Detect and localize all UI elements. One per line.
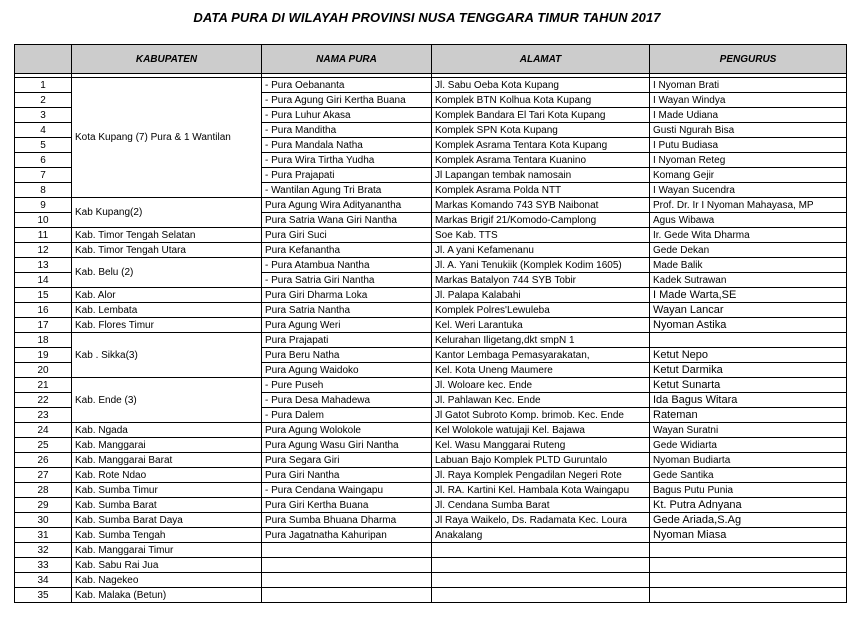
nama-pura-cell: - Wantilan Agung Tri Brata <box>262 183 432 198</box>
row-number: 26 <box>15 453 72 468</box>
nama-pura-cell: Pura Kefanantha <box>262 243 432 258</box>
row-number: 21 <box>15 378 72 393</box>
row-number: 34 <box>15 573 72 588</box>
row-number: 9 <box>15 198 72 213</box>
row-number: 33 <box>15 558 72 573</box>
nama-pura-cell <box>262 573 432 588</box>
nama-pura-cell: - Pura Satria Giri Nantha <box>262 273 432 288</box>
pengurus-cell: Gede Dekan <box>650 243 847 258</box>
alamat-cell: Anakalang <box>432 528 650 543</box>
pengurus-cell: Kt. Putra Adnyana <box>650 498 847 513</box>
pengurus-cell: Gede Widiarta <box>650 438 847 453</box>
pura-table <box>14 44 847 603</box>
pengurus-cell: I Wayan Sucendra <box>650 183 847 198</box>
table-row <box>15 573 847 588</box>
alamat-cell: Komplek Asrama Tentara Kota Kupang <box>432 138 650 153</box>
pengurus-cell: Nyoman Budiarta <box>650 453 847 468</box>
row-number: 31 <box>15 528 72 543</box>
alamat-cell: Komplek Polres'Lewuleba <box>432 303 650 318</box>
row-number: 13 <box>15 258 72 273</box>
kabupaten-cell: Kab. Sumba Tengah <box>72 528 262 543</box>
nama-pura-cell: - Pura Wira Tirtha Yudha <box>262 153 432 168</box>
alamat-cell <box>432 588 650 603</box>
alamat-cell <box>432 558 650 573</box>
nama-pura-cell: - Pura Prajapati <box>262 168 432 183</box>
pengurus-cell: I Putu Budiasa <box>650 138 847 153</box>
nama-pura-cell: - Pura Atambua Nantha <box>262 258 432 273</box>
row-number: 6 <box>15 153 72 168</box>
table-row <box>15 333 847 348</box>
nama-pura-cell <box>262 543 432 558</box>
pengurus-cell <box>650 333 847 348</box>
row-number: 32 <box>15 543 72 558</box>
nama-pura-cell: - Pura Oebananta <box>262 78 432 93</box>
nama-pura-cell: Pura Satria Wana Giri Nantha <box>262 213 432 228</box>
kabupaten-cell: Kab. Manggarai Barat <box>72 453 262 468</box>
alamat-cell: Markas Komando 743 SYB Naibonat <box>432 198 650 213</box>
nama-pura-cell: Pura Agung Waidoko <box>262 363 432 378</box>
pengurus-cell: Wayan Lancar <box>650 303 847 318</box>
alamat-cell: Jl. Palapa Kalabahi <box>432 288 650 303</box>
row-number: 1 <box>15 78 72 93</box>
table-body <box>15 74 847 603</box>
table-row <box>15 483 847 498</box>
pengurus-cell: Ida Bagus Witara <box>650 393 847 408</box>
table-row <box>15 468 847 483</box>
table-row <box>15 528 847 543</box>
nama-pura-cell: Pura Sumba Bhuana Dharma <box>262 513 432 528</box>
pengurus-cell <box>650 588 847 603</box>
row-number: 17 <box>15 318 72 333</box>
alamat-cell: Labuan Bajo Komplek PLTD Guruntalo <box>432 453 650 468</box>
kabupaten-cell: Kab. Sumba Barat Daya <box>72 513 262 528</box>
table-row <box>15 558 847 573</box>
nama-pura-cell: - Pura Agung Giri Kertha Buana <box>262 93 432 108</box>
row-number: 3 <box>15 108 72 123</box>
header-no <box>15 45 72 74</box>
header-alamat: ALAMAT <box>432 45 650 74</box>
nama-pura-cell: Pura Prajapati <box>262 333 432 348</box>
kabupaten-cell: Kab. Manggarai <box>72 438 262 453</box>
nama-pura-cell: Pura Agung Wasu Giri Nantha <box>262 438 432 453</box>
pengurus-cell <box>650 558 847 573</box>
alamat-cell: Markas Brigif 21/Komodo-Camplong <box>432 213 650 228</box>
pengurus-cell: Ketut Darmika <box>650 363 847 378</box>
alamat-cell: Kel Wolokole watujaji Kel. Bajawa <box>432 423 650 438</box>
row-number: 11 <box>15 228 72 243</box>
kabupaten-cell: Kab. Malaka (Betun) <box>72 588 262 603</box>
header-pengurus: PENGURUS <box>650 45 847 74</box>
row-number: 18 <box>15 333 72 348</box>
pengurus-cell: Agus Wibawa <box>650 213 847 228</box>
nama-pura-cell: Pura Giri Kertha Buana <box>262 498 432 513</box>
table-row <box>15 78 847 93</box>
row-number: 24 <box>15 423 72 438</box>
kabupaten-cell: Kab. Ngada <box>72 423 262 438</box>
pengurus-cell: Gede Ariada,S.Ag <box>650 513 847 528</box>
table-row <box>15 258 847 273</box>
row-number: 5 <box>15 138 72 153</box>
nama-pura-cell: Pura Agung Wolokole <box>262 423 432 438</box>
alamat-cell: Komplek Asrama Polda NTT <box>432 183 650 198</box>
row-number: 15 <box>15 288 72 303</box>
row-number: 20 <box>15 363 72 378</box>
table-row <box>15 378 847 393</box>
pengurus-cell: Ketut Nepo <box>650 348 847 363</box>
pengurus-cell: Bagus Putu Punia <box>650 483 847 498</box>
kabupaten-cell: Kab. Sumba Timur <box>72 483 262 498</box>
pengurus-cell: I Made Warta,SE <box>650 288 847 303</box>
nama-pura-cell: Pura Giri Nantha <box>262 468 432 483</box>
row-number: 2 <box>15 93 72 108</box>
kabupaten-cell: Kab. Ende (3) <box>72 378 262 423</box>
alamat-cell: Kel. Kota Uneng Maumere <box>432 363 650 378</box>
kabupaten-cell: Kab. Manggarai Timur <box>72 543 262 558</box>
row-number: 4 <box>15 123 72 138</box>
row-number: 30 <box>15 513 72 528</box>
row-number: 29 <box>15 498 72 513</box>
nama-pura-cell <box>262 588 432 603</box>
kabupaten-cell: Kab. Timor Tengah Selatan <box>72 228 262 243</box>
table-header-row <box>15 45 847 74</box>
kabupaten-cell: Kab. Rote Ndao <box>72 468 262 483</box>
header-kabupaten: KABUPATEN <box>72 45 262 74</box>
table-row <box>15 588 847 603</box>
kabupaten-cell: Kab. Flores Timur <box>72 318 262 333</box>
table-row <box>15 243 847 258</box>
nama-pura-cell: - Pura Cendana Waingapu <box>262 483 432 498</box>
row-number: 23 <box>15 408 72 423</box>
alamat-cell <box>432 573 650 588</box>
pengurus-cell: Komang Gejir <box>650 168 847 183</box>
pengurus-cell: I Made Udiana <box>650 108 847 123</box>
alamat-cell: Jl. Pahlawan Kec. Ende <box>432 393 650 408</box>
pengurus-cell: I Nyoman Reteg <box>650 153 847 168</box>
nama-pura-cell: Pura Jagatnatha Kahuripan <box>262 528 432 543</box>
kabupaten-cell: Kab Kupang(2) <box>72 198 262 228</box>
kabupaten-cell: Kab . Sikka(3) <box>72 333 262 378</box>
table-row <box>15 513 847 528</box>
alamat-cell: Jl. Woloare kec. Ende <box>432 378 650 393</box>
pengurus-cell: Gede Santika <box>650 468 847 483</box>
row-number: 28 <box>15 483 72 498</box>
alamat-cell: Kelurahan Iligetang,dkt smpN 1 <box>432 333 650 348</box>
alamat-cell: Jl. Raya Komplek Pengadilan Negeri Rote <box>432 468 650 483</box>
alamat-cell <box>432 543 650 558</box>
nama-pura-cell: Pura Satria Nantha <box>262 303 432 318</box>
document-title: DATA PURA DI WILAYAH PROVINSI NUSA TENGGARA TIMUR TAHUN 2017 <box>193 10 661 25</box>
alamat-cell: Komplek Bandara El Tari Kota Kupang <box>432 108 650 123</box>
kabupaten-cell: Kota Kupang (7) Pura & 1 Wantilan <box>72 78 262 198</box>
table-row <box>15 423 847 438</box>
nama-pura-cell: - Pura Manditha <box>262 123 432 138</box>
row-number: 27 <box>15 468 72 483</box>
row-number: 8 <box>15 183 72 198</box>
kabupaten-cell: Kab. Timor Tengah Utara <box>72 243 262 258</box>
table-row <box>15 318 847 333</box>
pengurus-cell: Wayan Suratni <box>650 423 847 438</box>
pengurus-cell: I Nyoman Brati <box>650 78 847 93</box>
kabupaten-cell: Kab. Lembata <box>72 303 262 318</box>
alamat-cell: Soe Kab. TTS <box>432 228 650 243</box>
alamat-cell: Jl. Sabu Oeba Kota Kupang <box>432 78 650 93</box>
nama-pura-cell: - Pura Luhur Akasa <box>262 108 432 123</box>
table-row <box>15 453 847 468</box>
alamat-cell: Jl. A yani Kefamenanu <box>432 243 650 258</box>
alamat-cell: Komplek Asrama Tentara Kuanino <box>432 153 650 168</box>
nama-pura-cell <box>262 558 432 573</box>
pengurus-cell <box>650 573 847 588</box>
nama-pura-cell: - Pure Puseh <box>262 378 432 393</box>
pengurus-cell: Made Balik <box>650 258 847 273</box>
row-number: 25 <box>15 438 72 453</box>
alamat-cell: Jl. A. Yani Tenukiik (Komplek Kodim 1605) <box>432 258 650 273</box>
alamat-cell: Jl Gatot Subroto Komp. brimob. Kec. Ende <box>432 408 650 423</box>
table-row <box>15 198 847 213</box>
pengurus-cell: Ir. Gede Wita Dharma <box>650 228 847 243</box>
alamat-cell: Jl. Cendana Sumba Barat <box>432 498 650 513</box>
nama-pura-cell: Pura Agung Weri <box>262 318 432 333</box>
pengurus-cell <box>650 543 847 558</box>
table-row <box>15 543 847 558</box>
row-number: 19 <box>15 348 72 363</box>
kabupaten-cell: Kab. Sabu Rai Jua <box>72 558 262 573</box>
nama-pura-cell: Pura Segara Giri <box>262 453 432 468</box>
kabupaten-cell: Kab. Alor <box>72 288 262 303</box>
pengurus-cell: Gusti Ngurah Bisa <box>650 123 847 138</box>
row-number: 14 <box>15 273 72 288</box>
alamat-cell: Jl Raya Waikelo, Ds. Radamata Kec. Loura <box>432 513 650 528</box>
row-number: 7 <box>15 168 72 183</box>
row-number: 16 <box>15 303 72 318</box>
alamat-cell: Kel. Wasu Manggarai Ruteng <box>432 438 650 453</box>
row-number: 35 <box>15 588 72 603</box>
table-row <box>15 288 847 303</box>
table-row <box>15 303 847 318</box>
table-row <box>15 228 847 243</box>
nama-pura-cell: Pura Agung Wira Adityanantha <box>262 198 432 213</box>
row-number: 10 <box>15 213 72 228</box>
alamat-cell: Jl. RA. Kartini Kel. Hambala Kota Waingapu <box>432 483 650 498</box>
table-row <box>15 438 847 453</box>
nama-pura-cell: - Pura Desa Mahadewa <box>262 393 432 408</box>
alamat-cell: Komplek BTN Kolhua Kota Kupang <box>432 93 650 108</box>
row-number: 12 <box>15 243 72 258</box>
alamat-cell: Jl Lapangan tembak namosain <box>432 168 650 183</box>
pengurus-cell: Ketut Sunarta <box>650 378 847 393</box>
nama-pura-cell: Pura Beru Natha <box>262 348 432 363</box>
kabupaten-cell: Kab. Nagekeo <box>72 573 262 588</box>
pengurus-cell: Rateman <box>650 408 847 423</box>
alamat-cell: Kantor Lembaga Pemasyarakatan, <box>432 348 650 363</box>
pengurus-cell: I Wayan Windya <box>650 93 847 108</box>
header-nama-pura: NAMA PURA <box>262 45 432 74</box>
alamat-cell: Kel. Weri Larantuka <box>432 318 650 333</box>
alamat-cell: Markas Batalyon 744 SYB Tobir <box>432 273 650 288</box>
nama-pura-cell: - Pura Dalem <box>262 408 432 423</box>
row-number: 22 <box>15 393 72 408</box>
pengurus-cell: Kadek Sutrawan <box>650 273 847 288</box>
kabupaten-cell: Kab. Belu (2) <box>72 258 262 288</box>
pengurus-cell: Nyoman Astika <box>650 318 847 333</box>
nama-pura-cell: - Pura Mandala Natha <box>262 138 432 153</box>
alamat-cell: Komplek SPN Kota Kupang <box>432 123 650 138</box>
kabupaten-cell: Kab. Sumba Barat <box>72 498 262 513</box>
nama-pura-cell: Pura Giri Dharma Loka <box>262 288 432 303</box>
pengurus-cell: Prof. Dr. Ir I Nyoman Mahayasa, MP <box>650 198 847 213</box>
pengurus-cell: Nyoman Miasa <box>650 528 847 543</box>
nama-pura-cell: Pura Giri Suci <box>262 228 432 243</box>
table-row <box>15 498 847 513</box>
